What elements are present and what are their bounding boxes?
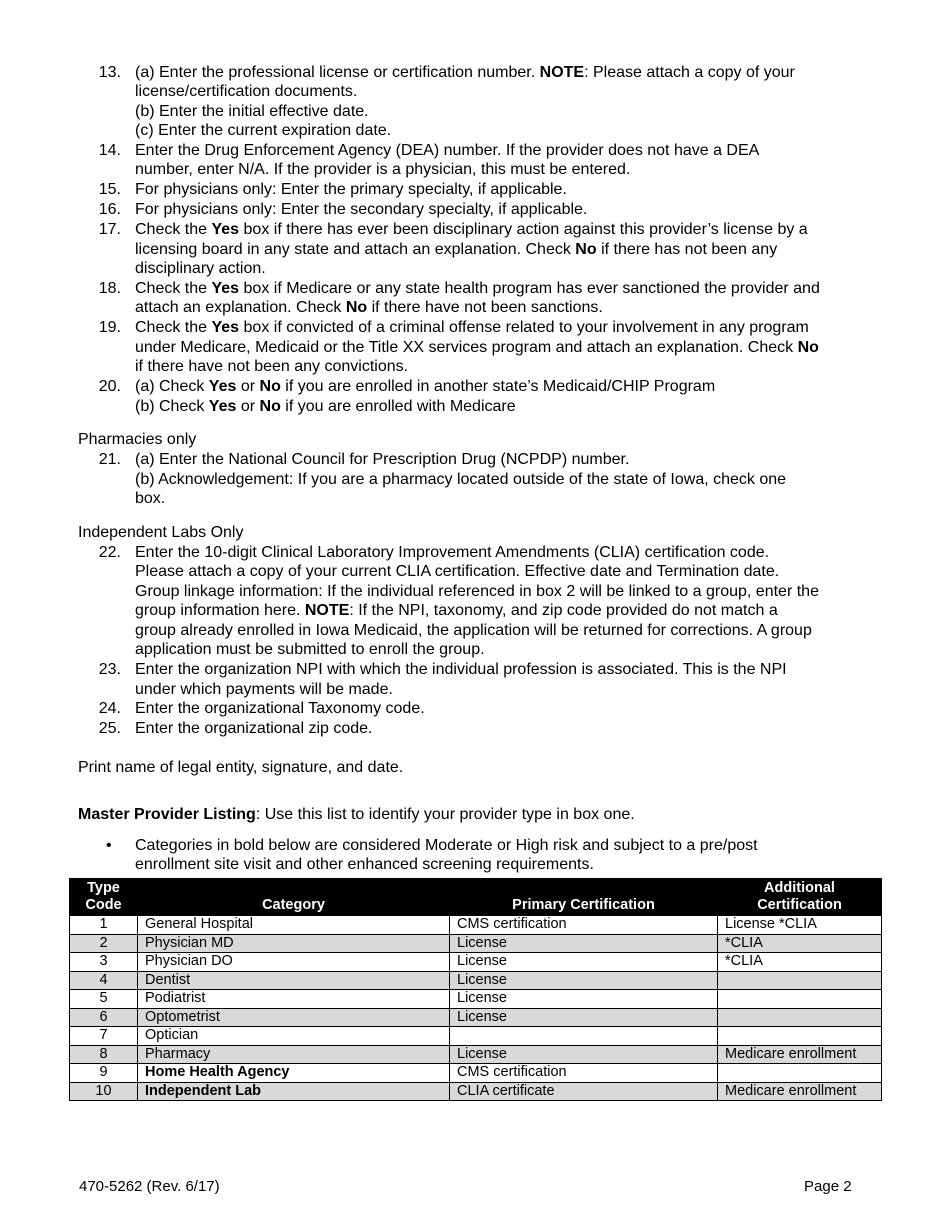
item-20a-text: if you are enrolled in another state’s Medicaid/CHIP Program bbox=[280, 378, 716, 395]
item-14-line1: Enter the Drug Enforcement Agency (DEA) number. If the provider does not have a DEA bbox=[135, 142, 760, 159]
master-listing-intro bbox=[78, 805, 635, 825]
master-listing-title: Master Provider Listing bbox=[78, 806, 256, 823]
row-primary-certification: License bbox=[450, 953, 718, 972]
item-20a-text: (a) Check bbox=[135, 378, 209, 395]
row-category: General Hospital bbox=[138, 916, 450, 935]
yes-label: Yes bbox=[211, 319, 240, 336]
item-17-line2 bbox=[135, 240, 777, 260]
row-type-code: 10 bbox=[70, 1082, 138, 1101]
form-number: 470-5262 (Rev. 6/17) bbox=[79, 1178, 220, 1195]
item-23-line1: Enter the organization NPI with which the individual profession is associated. This is the NPI bbox=[135, 661, 787, 678]
signature-instruction: Print name of legal entity, signature, and date. bbox=[78, 759, 404, 776]
row-type-code: 3 bbox=[70, 953, 138, 972]
row-primary-certification: License bbox=[450, 934, 718, 953]
row-primary-certification bbox=[450, 1027, 718, 1046]
item-23-line2: under which payments will be made. bbox=[135, 681, 393, 698]
item-17-text: Check the bbox=[135, 221, 212, 238]
item-13a-text: (a) Enter the professional license or certification number. bbox=[135, 64, 540, 81]
row-category: Physician DO bbox=[138, 953, 450, 972]
row-type-code: 2 bbox=[70, 934, 138, 953]
row-additional-certification bbox=[718, 990, 882, 1009]
bullet-line2: enrollment site visit and other enhanced screening requirements. bbox=[135, 856, 594, 873]
item-16-line1: For physicians only: Enter the secondary specialty, if applicable. bbox=[135, 201, 588, 218]
row-additional-certification: Medicare enrollment bbox=[718, 1082, 882, 1101]
bullet-icon: • bbox=[106, 837, 112, 854]
item-17-text: licensing board in any state and attach an explanation. Check bbox=[135, 241, 576, 258]
item-13a-text-end: : Please attach a copy of your bbox=[584, 64, 795, 81]
note-label: NOTE bbox=[539, 64, 585, 81]
item-21b-line1: (b) Acknowledgement: If you are a pharmacy located outside of the state of Iowa, check one bbox=[135, 471, 787, 488]
item-18-text: Check the bbox=[135, 280, 212, 297]
item-19-text: box if convicted of a criminal offense related to your involvement in any program bbox=[239, 319, 809, 336]
item-20-number: 20. bbox=[98, 378, 121, 395]
header-additional-line2: Certification bbox=[757, 896, 842, 913]
or-text: or bbox=[236, 378, 260, 395]
row-type-code: 4 bbox=[70, 971, 138, 990]
item-22-line5: group already enrolled in Iowa Medicaid, the application will be returned for corrections. A group bbox=[135, 622, 812, 639]
row-additional-certification: *CLIA bbox=[718, 934, 882, 953]
item-13b: (b) Enter the initial effective date. bbox=[135, 103, 369, 120]
labs-heading: Independent Labs Only bbox=[78, 524, 244, 541]
item-22-line3: Group linkage information: If the individual referenced in box 2 will be linked to a group, enter the bbox=[135, 583, 819, 600]
item-13c: (c) Enter the current expiration date. bbox=[135, 122, 392, 139]
item-13-number: 13. bbox=[98, 64, 121, 81]
header-additional-certification bbox=[718, 879, 882, 916]
row-category: Dentist bbox=[138, 971, 450, 990]
row-type-code: 9 bbox=[70, 1064, 138, 1083]
no-label: No bbox=[575, 241, 597, 258]
item-18-text: if there have not been sanctions. bbox=[367, 299, 603, 316]
no-label: No bbox=[259, 398, 281, 415]
item-19-text: Check the bbox=[135, 319, 212, 336]
pharmacies-heading: Pharmacies only bbox=[78, 431, 197, 448]
table-row bbox=[70, 990, 882, 1009]
master-listing-text: : Use this list to identify your provider type in box one. bbox=[255, 806, 635, 823]
item-19-line3: if there have not been any convictions. bbox=[135, 358, 409, 375]
item-19-line1 bbox=[135, 318, 809, 338]
item-21a: (a) Enter the National Council for Prescription Drug (NCPDP) number. bbox=[135, 451, 630, 468]
row-additional-certification bbox=[718, 971, 882, 990]
item-17-line3: disciplinary action. bbox=[135, 260, 266, 277]
yes-label: Yes bbox=[208, 398, 237, 415]
item-22-line6: application must be submitted to enroll the group. bbox=[135, 641, 485, 658]
row-primary-certification: CMS certification bbox=[450, 916, 718, 935]
table-row bbox=[70, 916, 882, 935]
row-category: Physician MD bbox=[138, 934, 450, 953]
row-type-code: 5 bbox=[70, 990, 138, 1009]
item-18-line2 bbox=[135, 298, 603, 318]
row-additional-certification: License *CLIA bbox=[718, 916, 882, 935]
yes-label: Yes bbox=[211, 221, 240, 238]
or-text: or bbox=[236, 398, 260, 415]
row-additional-certification: Medicare enrollment bbox=[718, 1045, 882, 1064]
item-21b-line2: box. bbox=[135, 490, 166, 507]
no-label: No bbox=[259, 378, 281, 395]
table-row bbox=[70, 1082, 882, 1101]
row-category: Podiatrist bbox=[138, 990, 450, 1009]
table-row bbox=[70, 1008, 882, 1027]
item-17-text: box if there has ever been disciplinary action against this provider’s license by a bbox=[239, 221, 808, 238]
row-primary-certification: License bbox=[450, 990, 718, 1009]
row-category: Home Health Agency bbox=[138, 1064, 450, 1083]
page-number: Page 2 bbox=[804, 1178, 852, 1195]
item-17-line1 bbox=[135, 220, 808, 240]
header-type-code-line1: Type bbox=[87, 880, 120, 896]
table-header-row bbox=[70, 879, 882, 916]
no-label: No bbox=[345, 299, 368, 316]
row-category: Optician bbox=[138, 1027, 450, 1046]
item-17-text: if there has not been any bbox=[596, 241, 778, 258]
header-additional-line1: Additional bbox=[764, 880, 835, 896]
table-row bbox=[70, 934, 882, 953]
item-14-number: 14. bbox=[98, 142, 121, 159]
item-20b-text: (b) Check bbox=[135, 398, 209, 415]
master-provider-table bbox=[69, 878, 882, 1101]
item-20a bbox=[135, 377, 715, 397]
row-type-code: 1 bbox=[70, 916, 138, 935]
note-label: NOTE bbox=[304, 602, 350, 619]
item-18-text: attach an explanation. Check bbox=[135, 299, 346, 316]
item-21-number: 21. bbox=[98, 451, 121, 468]
item-13a-line1 bbox=[135, 63, 795, 83]
item-16-number: 16. bbox=[98, 201, 121, 218]
item-22-line2: Please attach a copy of your current CLIA certification. Effective date and Termination date. bbox=[135, 563, 780, 580]
item-18-line1 bbox=[135, 279, 820, 299]
item-22-line4 bbox=[135, 601, 778, 621]
item-25-line1: Enter the organizational zip code. bbox=[135, 720, 373, 737]
item-19-text: under Medicare, Medicaid or the Title XX services program and attach an explanation. Check bbox=[135, 339, 798, 356]
header-type-code bbox=[70, 879, 138, 916]
row-primary-certification: License bbox=[450, 971, 718, 990]
item-14-line2: number, enter N/A. If the provider is a physician, this must be entered. bbox=[135, 161, 631, 178]
item-20b-text: if you are enrolled with Medicare bbox=[280, 398, 516, 415]
row-additional-certification bbox=[718, 1008, 882, 1027]
row-additional-certification: *CLIA bbox=[718, 953, 882, 972]
row-additional-certification bbox=[718, 1027, 882, 1046]
bullet-line1: Categories in bold below are considered Moderate or High risk and subject to a pre/post bbox=[135, 837, 758, 854]
header-primary-certification: Primary Certification bbox=[450, 879, 718, 916]
item-17-number: 17. bbox=[98, 221, 121, 238]
item-22-number: 22. bbox=[98, 544, 121, 561]
row-category: Pharmacy bbox=[138, 1045, 450, 1064]
row-type-code: 7 bbox=[70, 1027, 138, 1046]
row-additional-certification bbox=[718, 1064, 882, 1083]
item-15-number: 15. bbox=[98, 181, 121, 198]
table-row bbox=[70, 1064, 882, 1083]
row-type-code: 8 bbox=[70, 1045, 138, 1064]
yes-label: Yes bbox=[208, 378, 237, 395]
item-20b bbox=[135, 397, 516, 417]
table-row bbox=[70, 1027, 882, 1046]
yes-label: Yes bbox=[211, 280, 240, 297]
item-25-number: 25. bbox=[98, 720, 121, 737]
item-19-number: 19. bbox=[98, 319, 121, 336]
item-23-number: 23. bbox=[98, 661, 121, 678]
row-category: Independent Lab bbox=[138, 1082, 450, 1101]
item-18-number: 18. bbox=[98, 280, 121, 297]
row-type-code: 6 bbox=[70, 1008, 138, 1027]
item-18-text: box if Medicare or any state health program has ever sanctioned the provider and bbox=[239, 280, 820, 297]
row-primary-certification: CMS certification bbox=[450, 1064, 718, 1083]
row-category: Optometrist bbox=[138, 1008, 450, 1027]
item-24-number: 24. bbox=[98, 700, 121, 717]
table-row bbox=[70, 971, 882, 990]
item-19-line2 bbox=[135, 338, 819, 358]
table-row bbox=[70, 953, 882, 972]
item-22-line1: Enter the 10-digit Clinical Laboratory Improvement Amendments (CLIA) certification code. bbox=[135, 544, 770, 561]
no-label: No bbox=[797, 339, 819, 356]
row-primary-certification: CLIA certificate bbox=[450, 1082, 718, 1101]
header-type-code-line2: Code bbox=[85, 896, 122, 913]
table-row bbox=[70, 1045, 882, 1064]
item-22-text: : If the NPI, taxonomy, and zip code provided do not match a bbox=[349, 602, 778, 619]
row-primary-certification: License bbox=[450, 1045, 718, 1064]
item-24-line1: Enter the organizational Taxonomy code. bbox=[135, 700, 425, 717]
item-13a-line2: license/certification documents. bbox=[135, 83, 358, 100]
header-category: Category bbox=[138, 879, 450, 916]
item-15-line1: For physicians only: Enter the primary specialty, if applicable. bbox=[135, 181, 567, 198]
row-primary-certification: License bbox=[450, 1008, 718, 1027]
item-22-text: group information here. bbox=[135, 602, 305, 619]
